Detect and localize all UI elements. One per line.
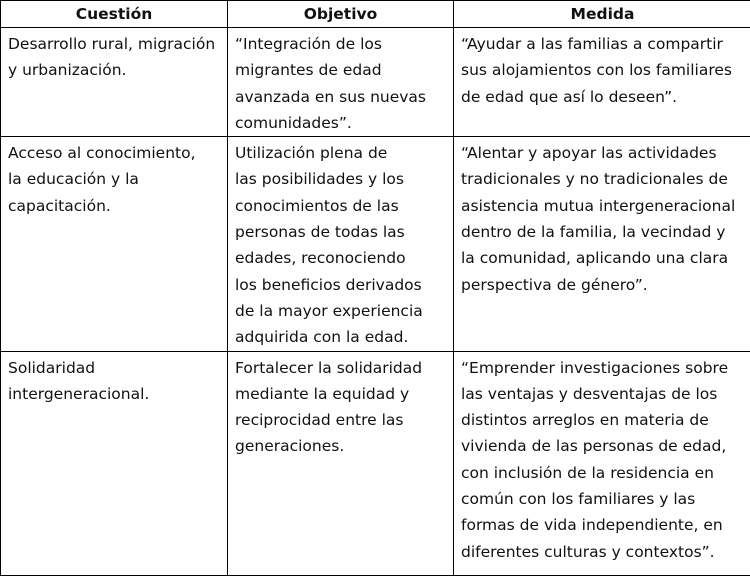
header-objetivo: Objetivo xyxy=(228,1,454,28)
cell-medida: “Ayudar a las familias a compartir sus alojamientos con los familiares de edad que así lo deseen”. xyxy=(454,28,750,137)
header-medida: Medida xyxy=(454,1,750,28)
table-row xyxy=(1,351,750,575)
cell-cuestion: Solidaridad intergeneracional. xyxy=(1,351,228,575)
table-row xyxy=(1,137,750,351)
cell-objetivo: Utilización plena de las posibilidades y los conocimientos de las personas de todas las edades, reconociendo los beneficios derivados de la mayor experiencia adquirida con la edad. xyxy=(228,137,454,351)
table-row xyxy=(1,28,750,137)
cell-medida: “Alentar y apoyar las actividades tradicionales y no tradicionales de asistencia mutua intergeneracional dentro de la familia, la vecindad y la comunidad, aplicando una clara perspectiva de género”. xyxy=(454,137,750,351)
cell-medida: “Emprender investigaciones sobre las ventajas y desventajas de los distintos arreglos en materia de vivienda de las personas de edad, con inclusión de la residencia en común con los familiares y las formas de vida independiente, en diferentes culturas y contextos”. xyxy=(454,351,750,575)
cell-objetivo: Fortalecer la solidaridad mediante la equidad y reciprocidad entre las generaciones. xyxy=(228,351,454,575)
header-row xyxy=(1,1,750,28)
cell-cuestion: Desarrollo rural, migración y urbanización. xyxy=(1,28,228,137)
header-cuestion: Cuestión xyxy=(1,1,228,28)
cell-objetivo: “Integración de los migrantes de edad avanzada en sus nuevas comunidades”. xyxy=(228,28,454,137)
cell-cuestion: Acceso al conocimiento, la educación y la capacitación. xyxy=(1,137,228,351)
